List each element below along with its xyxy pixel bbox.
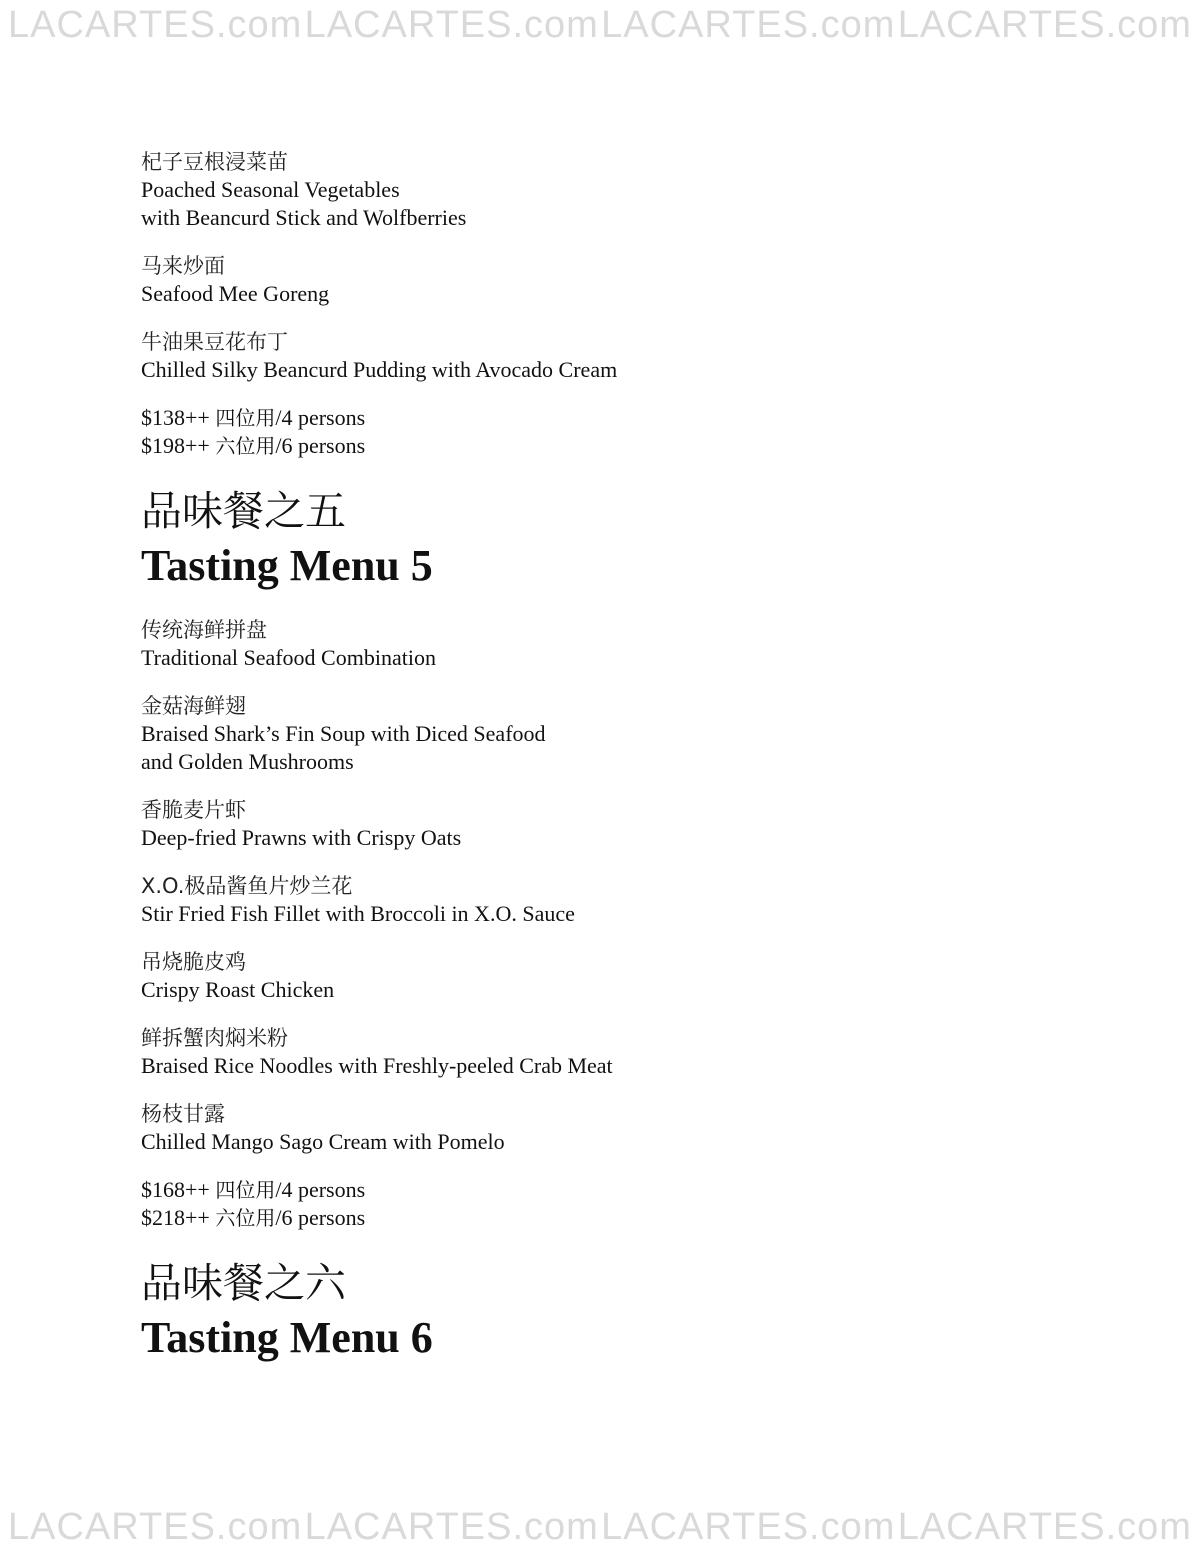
watermark-text: LACARTES.com [601,4,896,46]
dish-name-en: Seafood Mee Goreng [141,281,330,306]
price-servings-en: /6 persons [275,433,366,458]
price-servings-en: /4 persons [275,405,366,430]
dish-name-zh: 杞子豆根浸菜苗 [141,150,288,174]
dish-name-en: Crispy Roast Chicken [141,977,335,1002]
dish-name-en: Chilled Mango Sago Cream with Pomelo [141,1129,505,1154]
menu-title-zh: 品味餐之六 [141,1259,346,1307]
watermark-bottom [0,1506,1200,1549]
price-servings-zh: 四位用 [215,1178,276,1202]
dish-name-zh: 杨枝甘露 [141,1102,225,1126]
menu-heading [141,484,1041,594]
dish [141,616,1041,672]
dish [141,692,1041,776]
price-servings-zh: 六位用 [215,434,276,458]
dish [141,872,1041,928]
dish-name-zh: X.O.极品酱鱼片炒兰花 [141,874,353,898]
menu-title-en: Tasting Menu 5 [141,541,433,590]
dish [141,796,1041,852]
dish [141,148,1041,232]
watermark-text: LACARTES.com [304,1506,599,1548]
price-line [141,404,1041,432]
price-servings-zh: 六位用 [215,1206,276,1230]
dish-name-en: Braised Rice Noodles with Freshly-peeled Crab Meat [141,1053,613,1078]
price-amount: $218++ [141,1205,210,1230]
watermark-text: LACARTES.com [8,4,303,46]
dish [141,252,1041,308]
watermark-text: LACARTES.com [897,1506,1192,1548]
dish-name-en: with Beancurd Stick and Wolfberries [141,205,467,230]
price-block [141,1176,1041,1232]
dish-name-en: Stir Fried Fish Fillet with Broccoli in X.O. Sauce [141,901,575,926]
menu-page [141,148,1041,1388]
dish-name-en: Traditional Seafood Combination [141,645,436,670]
dish-name-zh: 吊烧脆皮鸡 [141,950,246,974]
dish-name-en: Chilled Silky Beancurd Pudding with Avocado Cream [141,357,618,382]
dish [141,948,1041,1004]
price-amount: $198++ [141,433,210,458]
dish-name-en: and Golden Mushrooms [141,749,354,774]
dish-name-zh: 香脆麦片虾 [141,798,246,822]
dish-name-en: Braised Shark’s Fin Soup with Diced Seafood [141,721,546,746]
price-line [141,432,1041,460]
dish [141,1024,1041,1080]
price-servings-en: /4 persons [275,1177,366,1202]
dish-name-en: Deep-fried Prawns with Crispy Oats [141,825,462,850]
dish-name-zh: 金菇海鲜翅 [141,694,246,718]
menu-title-zh: 品味餐之五 [141,487,346,535]
watermark-top [0,4,1200,47]
dish [141,1100,1041,1156]
watermark-text: LACARTES.com [304,4,599,46]
dish [141,328,1041,384]
price-line [141,1204,1041,1232]
menu-title-en: Tasting Menu 6 [141,1313,433,1362]
menu-heading [141,1256,1041,1366]
price-servings-zh: 四位用 [215,406,276,430]
dish-name-en: Poached Seasonal Vegetables [141,177,400,202]
watermark-text: LACARTES.com [601,1506,896,1548]
price-amount: $138++ [141,405,210,430]
dish-name-zh: 鲜拆蟹肉焖米粉 [141,1026,288,1050]
dish-name-zh: 牛油果豆花布丁 [141,330,288,354]
watermark-text: LACARTES.com [897,4,1192,46]
dish-name-zh: 马来炒面 [141,254,225,278]
price-line [141,1176,1041,1204]
price-servings-en: /6 persons [275,1205,366,1230]
watermark-text: LACARTES.com [8,1506,303,1548]
price-amount: $168++ [141,1177,210,1202]
price-block [141,404,1041,460]
dish-name-zh: 传统海鲜拼盘 [141,618,267,642]
